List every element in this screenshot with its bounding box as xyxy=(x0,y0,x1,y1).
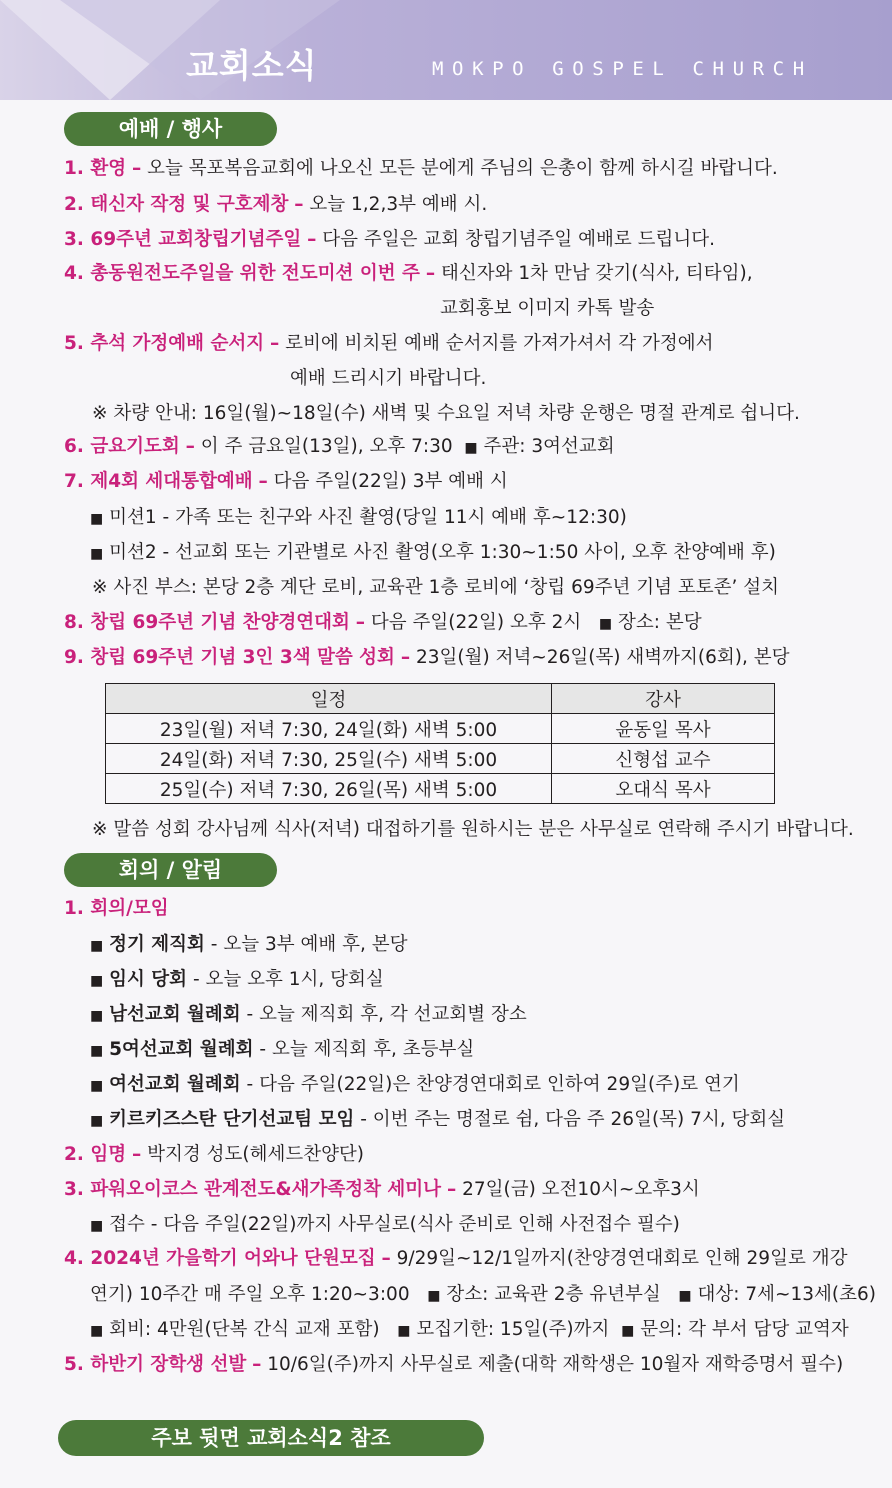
table-cell: 신형섭 교수 xyxy=(552,744,775,774)
list-item xyxy=(64,897,169,921)
list-item: 1. 환영 – 오늘 목포복음교회에 나오신 모든 분에게 주님의 은총이 함께 하시길 바랍니다. xyxy=(64,158,778,179)
bullet-icon: ■ xyxy=(90,938,104,954)
note-text: ※ 말씀 성회 강사님께 식사(저녁) 대접하기를 원하시는 분은 사무실로 연락해 주시기 바랍니다. xyxy=(92,819,854,840)
item-text: 10/6일(주)까지 사무실로 제출(대학 재학생은 10월자 재학증명서 필수) xyxy=(267,1354,844,1375)
item-text: 태신자와 1차 만남 갖기(식사, 티타임), xyxy=(440,263,753,284)
list-item xyxy=(90,1213,680,1238)
item-text: 23일(월) 저녁~26일(목) 새벽까지(6회), 본당 xyxy=(415,647,790,668)
bullet-icon: ■ xyxy=(90,1323,104,1339)
church-name: MOKPO GOSPEL CHURCH xyxy=(432,58,813,80)
item-heading: 3. 69주년 교회창립기념주일 xyxy=(64,229,302,250)
list-item: 4. 총동원전도주일을 위한 전도미션 이번 주 – 태신자와 1차 만남 갖기(식사, 티타임), xyxy=(64,263,753,284)
list-item xyxy=(90,1108,785,1133)
bullet-icon: ■ xyxy=(90,1008,104,1024)
item-text: 연기) 10주간 매 주일 오후 1:20~3:00 xyxy=(90,1284,410,1305)
list-item xyxy=(90,933,408,958)
table-cell: 24일(화) 저녁 7:30, 25일(수) 새벽 5:00 xyxy=(106,744,552,774)
item-text: 다음 주일(22일) 오후 2시 xyxy=(370,612,582,633)
item-text: 장소: 본당 xyxy=(618,612,702,633)
item-text: 다음 주일(22일) 3부 예배 시 xyxy=(273,471,508,492)
bullet-icon: ■ xyxy=(90,1218,104,1234)
bullet-icon: ■ xyxy=(90,1113,104,1129)
note-text: ※ 차량 안내: 16일(월)~18일(수) 새벽 및 수요일 저녁 차량 운행은 명절 관계로 쉽니다. xyxy=(92,403,800,424)
item-heading: 5. 추석 가정예배 순서지 xyxy=(64,333,265,354)
item-heading: 9. 창립 69주년 기념 3인 3색 말씀 성회 xyxy=(64,647,395,668)
table-row xyxy=(106,714,775,744)
item-heading: 3. 파워오이코스 관계전도&새가족정착 세미나 xyxy=(64,1179,442,1200)
item-text: - 오늘 오후 1시, 당회실 xyxy=(187,969,384,990)
item-heading: 여선교회 월례회 xyxy=(109,1074,241,1095)
list-item xyxy=(90,1073,740,1098)
list-item: 3. 69주년 교회창립기념주일 – 다음 주일은 교회 창립기념주일 예배로 드립니다. xyxy=(64,229,715,250)
bullet-icon: ■ xyxy=(427,1288,441,1304)
item-text: - 오늘 제직회 후, 초등부실 xyxy=(253,1039,475,1060)
section-worship-label: 예배 / 행사 xyxy=(64,112,277,146)
bullet-icon: ■ xyxy=(397,1323,411,1339)
column-header: 강사 xyxy=(552,684,775,714)
list-item: 8. 창립 69주년 기념 찬양경연대회 – 다음 주일(22일) 오후 2시 ■ 장소: 본당 xyxy=(64,612,702,633)
list-item xyxy=(90,541,776,566)
table-cell: 오대식 목사 xyxy=(552,774,775,804)
table-header-row xyxy=(106,684,775,714)
item-heading: 키르키즈스탄 단기선교팀 모임 xyxy=(109,1109,355,1130)
item-text: 이 주 금요일(13일), 오후 7:30 xyxy=(200,436,453,457)
list-item: 3. 파워오이코스 관계전도&새가족정착 세미나 – 27일(금) 오전10시~오후3시 xyxy=(64,1179,700,1200)
item-heading: 1. 회의/모임 xyxy=(64,898,169,919)
bullet-icon: ■ xyxy=(90,511,104,527)
list-item xyxy=(90,506,627,531)
bullet-icon: ■ xyxy=(90,1078,104,1094)
item-heading: 5여선교회 월례회 xyxy=(109,1039,254,1060)
bullet-icon: ■ xyxy=(678,1288,692,1304)
list-item: 2. 태신자 작정 및 구호제창 – 오늘 1,2,3부 예배 시. xyxy=(64,194,488,215)
footer-reference-label: 주보 뒷면 교회소식2 참조 xyxy=(58,1420,484,1456)
column-header: 일정 xyxy=(106,684,552,714)
item-text: 문의: 각 부서 담당 교역자 xyxy=(640,1319,849,1340)
item-heading: 1. 환영 xyxy=(64,158,127,179)
list-item xyxy=(90,1283,876,1308)
table-row xyxy=(106,774,775,804)
item-text: 9/29일~12/1일까지(찬양경연대회로 인해 29일로 개강 xyxy=(396,1248,848,1269)
bullet-icon: ■ xyxy=(621,1323,635,1339)
list-item xyxy=(90,968,384,993)
bullet-icon: ■ xyxy=(90,546,104,562)
list-item: 5. 하반기 장학생 선발 – 10/6일(주)까지 사무실로 제출(대학 재학생은 10월자 재학증명서 필수) xyxy=(64,1354,844,1375)
item-heading: 7. 제4회 세대통합예배 xyxy=(64,471,253,492)
item-text: - 오늘 3부 예배 후, 본당 xyxy=(204,934,408,955)
item-text-continued: 교회홍보 이미지 카톡 발송 xyxy=(440,298,655,319)
item-heading: 정기 제직회 xyxy=(109,934,205,955)
item-text: 미션1 - 가족 또는 친구와 사진 촬영(당일 11시 예배 후~12:30) xyxy=(109,507,627,528)
item-heading: 6. 금요기도회 xyxy=(64,436,180,457)
item-text: 오늘 1,2,3부 예배 시. xyxy=(309,194,488,215)
item-heading: 임시 당회 xyxy=(109,969,188,990)
bullet-icon: ■ xyxy=(90,973,104,989)
item-heading: 남선교회 월례회 xyxy=(109,1004,241,1025)
page-title: 교회소식 xyxy=(186,46,318,85)
item-heading: 2. 임명 xyxy=(64,1144,127,1165)
table-row xyxy=(106,744,775,774)
item-text: 모집기한: 15일(주)까지 xyxy=(416,1319,610,1340)
item-text-continued: 예배 드리시기 바랍니다. xyxy=(290,368,487,389)
item-heading: 4. 총동원전도주일을 위한 전도미션 이번 주 xyxy=(64,263,420,284)
item-text: 로비에 비치된 예배 순서지를 가져가셔서 각 가정에서 xyxy=(285,333,714,354)
item-text: 다음 주일은 교회 창립기념주일 예배로 드립니다. xyxy=(322,229,715,250)
list-item xyxy=(90,1038,474,1063)
item-text: - 이번 주는 명절로 쉼, 다음 주 26일(목) 7시, 당회실 xyxy=(354,1109,786,1130)
bullet-icon: ■ xyxy=(464,440,478,456)
header-banner xyxy=(0,0,892,100)
note-text: ※ 사진 부스: 본당 2층 계단 로비, 교육관 1층 로비에 ‘창립 69주년 기념 포토존’ 설치 xyxy=(92,577,780,598)
item-heading: 4. 2024년 가을학기 어와나 단원모집 xyxy=(64,1248,376,1269)
item-text: 주관: 3여선교회 xyxy=(483,436,615,457)
item-heading: 5. 하반기 장학생 선발 xyxy=(64,1354,247,1375)
item-text: 박지경 성도(헤세드찬양단) xyxy=(147,1144,365,1165)
list-item xyxy=(90,1003,527,1028)
item-text: 미션2 - 선교회 또는 기관별로 사진 촬영(오후 1:30~1:50 사이, 오후 찬양예배 후) xyxy=(109,542,776,563)
list-item xyxy=(90,1318,849,1343)
list-item: 4. 2024년 가을학기 어와나 단원모집 – 9/29일~12/1일까지(찬양경연대회로 인해 29일로 개강 xyxy=(64,1248,848,1269)
item-text: 27일(금) 오전10시~오후3시 xyxy=(462,1179,700,1200)
item-text: 장소: 교육관 2층 유년부실 xyxy=(446,1284,661,1305)
item-heading: 2. 태신자 작정 및 구호제창 xyxy=(64,194,289,215)
schedule-table xyxy=(105,683,775,804)
item-text: 대상: 7세~13세(초6) xyxy=(697,1284,877,1305)
list-item: 9. 창립 69주년 기념 3인 3색 말씀 성회 – 23일(월) 저녁~26일(목) 새벽까지(6회), 본당 xyxy=(64,647,790,668)
bullet-icon: ■ xyxy=(90,1043,104,1059)
list-item: 7. 제4회 세대통합예배 – 다음 주일(22일) 3부 예배 시 xyxy=(64,471,508,492)
item-text: 회비: 4만원(단복 간식 교재 포함) xyxy=(109,1319,380,1340)
table-cell: 25일(수) 저녁 7:30, 26일(목) 새벽 5:00 xyxy=(106,774,552,804)
item-text: 오늘 목포복음교회에 나오신 모든 분에게 주님의 은총이 함께 하시길 바랍니다. xyxy=(147,158,778,179)
item-text: 접수 - 다음 주일(22일)까지 사무실로(식사 준비로 인해 사전접수 필수) xyxy=(109,1214,680,1235)
table-cell: 윤동일 목사 xyxy=(552,714,775,744)
bullet-icon: ■ xyxy=(598,616,613,632)
item-text: - 오늘 제직회 후, 각 선교회별 장소 xyxy=(240,1004,527,1025)
item-text: - 다음 주일(22일)은 찬양경연대회로 인하여 29일(주)로 연기 xyxy=(240,1074,740,1095)
item-heading: 8. 창립 69주년 기념 찬양경연대회 xyxy=(64,612,350,633)
list-item: 2. 임명 – 박지경 성도(헤세드찬양단) xyxy=(64,1144,365,1165)
table-cell: 23일(월) 저녁 7:30, 24일(화) 새벽 5:00 xyxy=(106,714,552,744)
section-notice-label: 회의 / 알림 xyxy=(64,853,277,887)
list-item: 5. 추석 가정예배 순서지 – 로비에 비치된 예배 순서지를 가져가셔서 각 가정에서 xyxy=(64,333,714,354)
list-item: 6. 금요기도회 – 이 주 금요일(13일), 오후 7:30 ■ 주관: 3여선교회 xyxy=(64,436,615,457)
